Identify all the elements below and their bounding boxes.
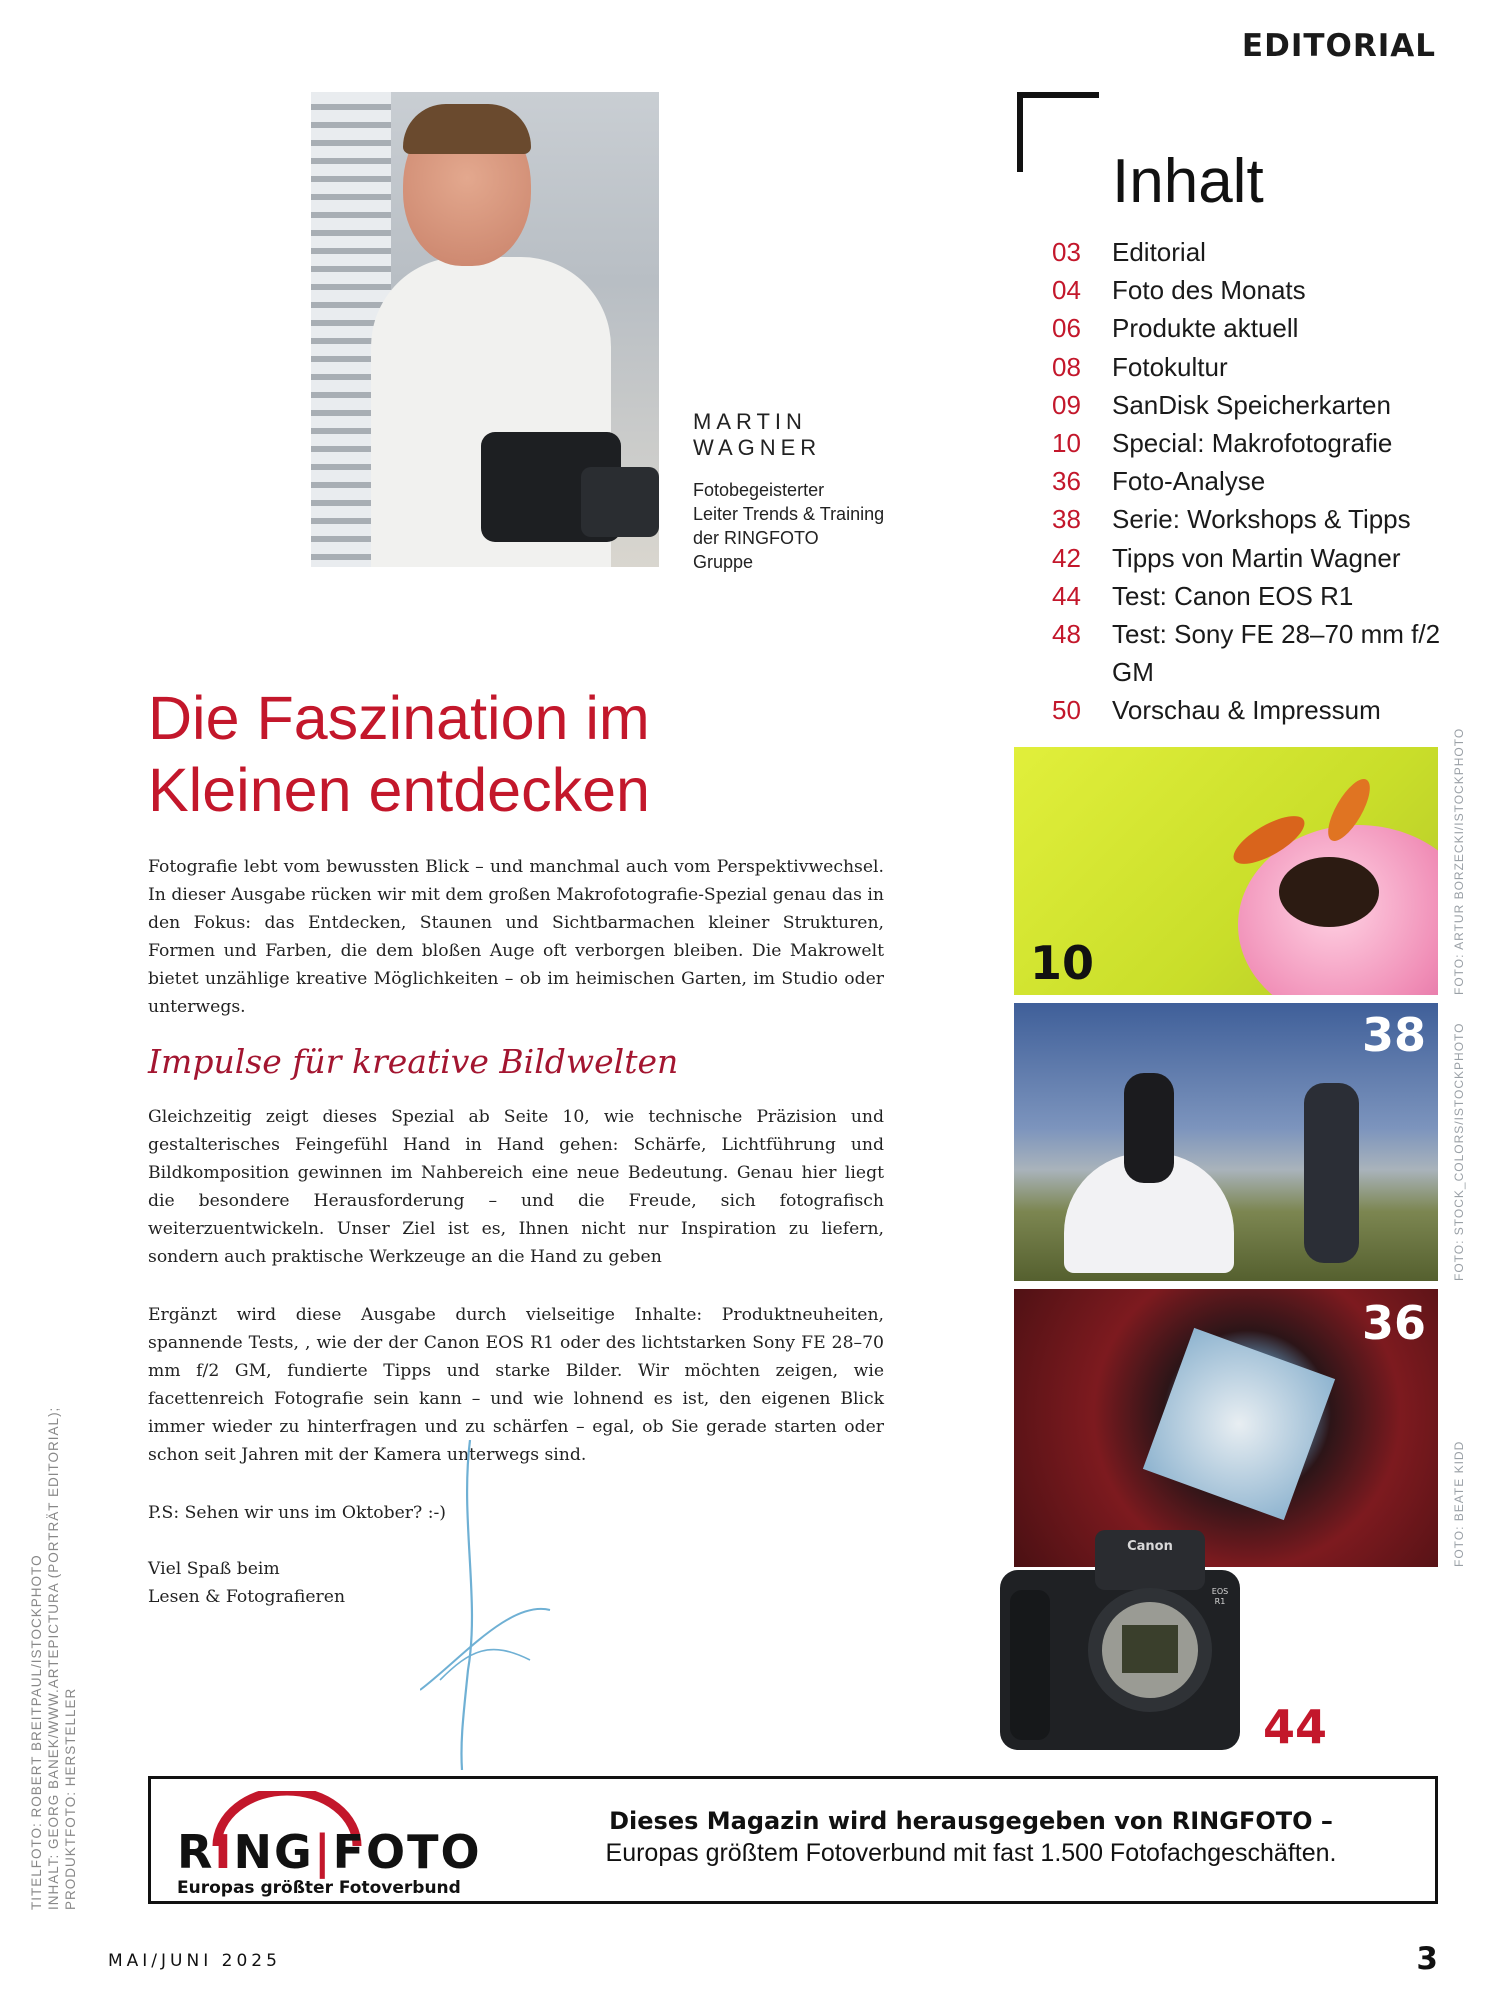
camera-model-text: R1 [1214, 1597, 1226, 1606]
toc-item[interactable] [1052, 309, 1472, 347]
logo-tagline: Europas größter Fotoverbund [177, 1878, 461, 1898]
camera-model-text: EOS [1211, 1587, 1229, 1596]
toc-item[interactable] [1052, 271, 1472, 309]
toc-item[interactable] [1052, 500, 1472, 538]
photo-credit: FOTO: BEATE KIDD [1452, 1440, 1466, 1567]
toc-item[interactable] [1052, 691, 1472, 729]
credit-line: PRODUKTFOTO: HERSTELLER [63, 1687, 78, 1910]
toc-label: Editorial [1112, 237, 1206, 267]
author-role [693, 478, 933, 574]
author-name-last: WAGNER [693, 435, 822, 460]
toc-item[interactable] [1052, 462, 1472, 500]
table-of-contents [1052, 233, 1472, 730]
toc-page: 38 [1052, 504, 1081, 535]
logo-wordmark: RING|FOTO [177, 1825, 482, 1879]
author-role-line: Gruppe [693, 552, 754, 572]
toc-page: 04 [1052, 275, 1081, 306]
toc-label: Foto des Monats [1112, 275, 1306, 306]
toc-label: Produkte aktuell [1112, 313, 1299, 344]
author-role-line: der RINGFOTO [693, 528, 819, 548]
issue-date: MAI/JUNI 2025 [108, 1951, 281, 1971]
publisher-banner [148, 1776, 1438, 1904]
toc-page: 08 [1052, 351, 1081, 382]
article-paragraph: Gleichzeitig zeigt dieses Spezial ab Seite 10, wie technische Präzision und gestalterisches Feingefühl Hand in Hand gehen: Schärfe, Lichtführung und Bildkomposition gewinnen im Nahbereich eine neue Bedeutung. Genau hier liegt die besondere Herausforderung – und die Freude, sich fotografisch weiterzuentwickeln. Unser Ziel ist es, Ihnen nicht nur Inspiration zu liefern, sondern auch praktische Werkzeuge an die Hand zu geben [148, 1107, 884, 1267]
credit-line: INHALT: GEORG BANEK/WWW.ARTEPICTURA (PORTRÄT EDITORIAL); [46, 1406, 61, 1910]
toc-page: 03 [1052, 237, 1081, 267]
closing-line: Lesen & Fotografieren [148, 1587, 346, 1607]
toc-bracket [1017, 92, 1099, 172]
photo-credit: FOTO: ARTUR BORZECKI/ISTOCKPHOTO [1452, 727, 1466, 995]
toc-item[interactable] [1052, 386, 1472, 424]
toc-label: Fotokultur [1112, 351, 1228, 382]
toc-page: 42 [1052, 542, 1081, 573]
toc-page: 36 [1052, 466, 1081, 497]
ringfoto-logo[interactable] [177, 1791, 482, 1898]
toc-page: 10 [1052, 428, 1081, 459]
thumbnail-page-number: 44 [1263, 1700, 1328, 1754]
author-role-line: Leiter Trends & Training [693, 504, 885, 524]
camera-brand-text: Canon [1127, 1539, 1173, 1554]
toc-item[interactable] [1052, 539, 1472, 577]
toc-label: Tipps von Martin Wagner [1112, 542, 1401, 573]
closing-line: Viel Spaß beim [148, 1559, 280, 1579]
signature [420, 1440, 580, 1770]
author-name [693, 409, 821, 461]
toc-label: Serie: Workshops & Tipps [1112, 504, 1411, 535]
banner-text [531, 1807, 1411, 1868]
headline-line: Die Faszination im [148, 684, 650, 752]
toc-page: 48 [1052, 619, 1081, 650]
page-number: 3 [1416, 1941, 1438, 1977]
postscript: P.S: Sehen wir uns im Oktober? :-) [148, 1503, 446, 1523]
toc-item[interactable] [1052, 424, 1472, 462]
article-subhead: Impulse für kreative Bildwelten [148, 1042, 679, 1081]
article-headline [148, 682, 848, 826]
thumbnail-page-number: 36 [1362, 1296, 1427, 1350]
photo-credit: FOTO: STOCK_COLORS/ISTOCKPHOTO [1452, 1022, 1466, 1281]
author-role-line: Fotobegeisterter [693, 480, 825, 500]
toc-item[interactable] [1052, 577, 1472, 615]
toc-label: Vorschau & Impressum [1112, 695, 1381, 726]
article-paragraph: Ergänzt wird diese Ausgabe durch vielseitige Inhalte: Produktneuheiten, spannende Tests, , wie der der Canon EOS R1 oder des lichtstarken Sony FE 28–70 mm f/2 GM, fundierte Tipps und starke Bilder. Wir möchten zeigen, wie facettenreich Fotografie sein kann – und wie lohnend es ist, den eigenen Blick immer wieder zu hinterfragen und zu schärfen – egal, ob Sie gerade starten oder schon seit Jahren mit der Kamera unterwegs sind. [148, 1305, 884, 1465]
toc-label: Test: Sony FE 28–70 mm f/2 GM [1112, 619, 1441, 688]
author-portrait [311, 92, 659, 567]
toc-page: 09 [1052, 389, 1081, 420]
toc-label: SanDisk Speicherkarten [1112, 389, 1391, 420]
article-paragraph: Fotografie lebt vom bewussten Blick – und manchmal auch vom Perspektivwechsel. In dieser Ausgabe rücken wir mit dem großen Makrofotografie-Spezial genau das in den Fokus: das Entdecken, Staunen und Sichtbarmachen kleiner Strukturen, Formen und Farben, die dem bloßen Auge oft verborgen bleiben. Die Makrowelt bietet unzählige kreative Möglichkeiten – ob im heimischen Garten, im Studio oder unterwegs. [148, 857, 884, 1017]
toc-page: 06 [1052, 313, 1081, 344]
toc-page: 50 [1052, 695, 1081, 726]
thumbnail-page-number: 10 [1030, 936, 1095, 990]
thumbnail-page-number: 38 [1362, 1008, 1427, 1062]
toc-item[interactable] [1052, 348, 1472, 386]
author-name-first: MARTIN [693, 409, 807, 434]
toc-item[interactable] [1052, 233, 1472, 271]
closing [148, 1555, 345, 1611]
banner-line: Europas größtem Fotoverbund mit fast 1.500 Fotofachgeschäften. [605, 1839, 1337, 1867]
camera-image[interactable] [1000, 1530, 1250, 1752]
page-credits [28, 1407, 79, 1910]
toc-label: Special: Makrofotografie [1112, 428, 1393, 459]
toc-item[interactable] [1052, 615, 1472, 691]
section-label: EDITORIAL [1241, 28, 1436, 64]
headline-line: Kleinen entdecken [148, 756, 650, 824]
credit-line: TITELFOTO: ROBERT BREITPAUL/ISTOCKPHOTO [29, 1554, 44, 1910]
toc-title: Inhalt [1112, 147, 1264, 216]
banner-line: Dieses Magazin wird herausgegeben von RINGFOTO – [609, 1807, 1333, 1835]
toc-label: Foto-Analyse [1112, 466, 1266, 497]
toc-page: 44 [1052, 580, 1081, 611]
toc-label: Test: Canon EOS R1 [1112, 580, 1354, 611]
